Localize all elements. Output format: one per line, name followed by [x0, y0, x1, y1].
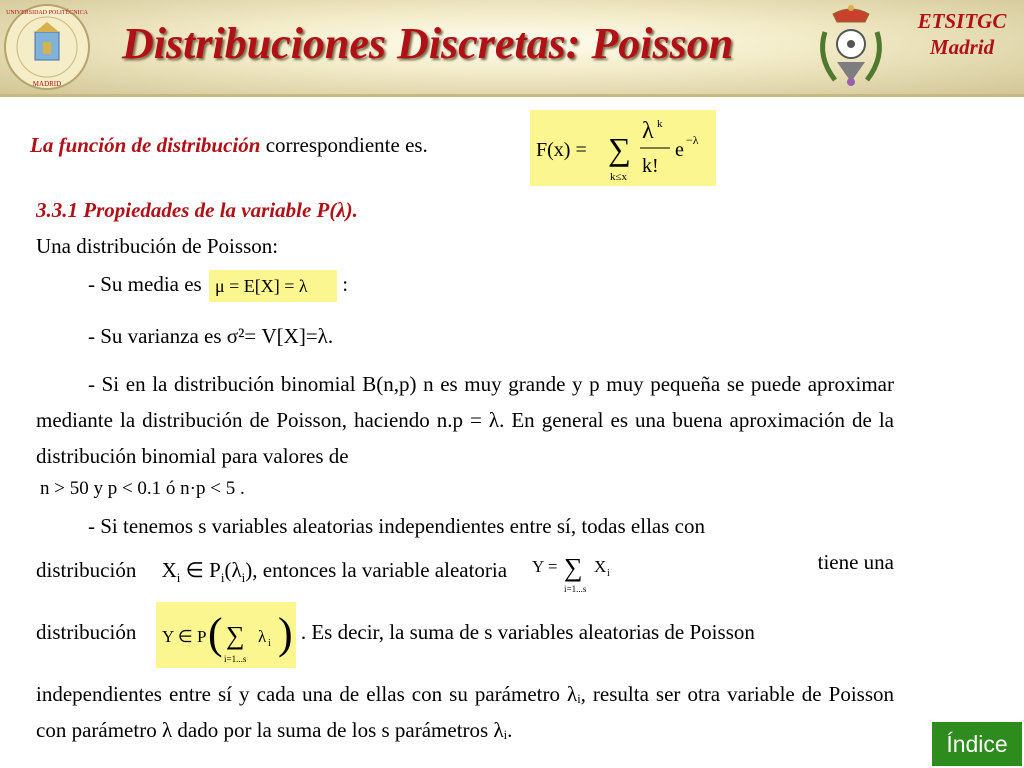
- xi-formula: $X_i$ ∈ $P_i(\lambda_i)$: [161, 557, 253, 585]
- then-text: , entonces la variable aleatoria: [252, 557, 508, 582]
- svg-text:i: i: [267, 638, 271, 649]
- dist-label-2: distribución: [36, 620, 137, 644]
- school-crest-icon: [813, 2, 889, 90]
- svg-text:∑: ∑: [225, 621, 245, 650]
- svg-text:F(x) =: F(x) =: [536, 139, 587, 161]
- section-title: 3.3.1 Propiedades de la variable P(λ).: [36, 198, 358, 222]
- svg-text:(: (: [207, 609, 223, 658]
- intro-line: [30, 133, 428, 158]
- svg-text:−λ: −λ: [686, 133, 699, 147]
- svg-text:k!: k!: [642, 155, 659, 177]
- org-name: ETSITGC: [917, 9, 1007, 33]
- index-button[interactable]: Índice: [932, 722, 1022, 766]
- sum-paragraph-line2: [36, 550, 894, 594]
- svg-text:Y =: Y =: [532, 557, 558, 576]
- variance-formula: σ²= V[X]=λ.: [226, 324, 334, 348]
- header-divider: [0, 94, 1024, 97]
- svg-text:): ): [277, 609, 293, 658]
- header-banner: [0, 0, 1024, 94]
- svg-text:λ: λ: [642, 118, 654, 144]
- final-paragraph: independientes entre sí y cada una de ellas con su parámetro λᵢ, resulta ser otra variable de Poisson con parámetro λ dado por la suma de los s parámetros λᵢ.: [36, 682, 894, 742]
- svg-text:∑: ∑: [564, 553, 583, 582]
- dist-label: distribución: [36, 557, 137, 582]
- page-title: Distribuciones Discretas: Poisson: [122, 19, 734, 68]
- svg-text:Y ∈ P: Y ∈ P: [161, 627, 206, 646]
- y-poisson-formula: [156, 602, 296, 668]
- svg-text:i=1...s: i=1...s: [223, 654, 246, 664]
- sum-paragraph-line3: [36, 602, 755, 668]
- mean-line: [88, 270, 348, 302]
- svg-text:MADRID: MADRID: [32, 80, 62, 88]
- svg-text:k≤x: k≤x: [610, 171, 628, 183]
- binomial-paragraph: - Si en la distribución binomial B(n,p) n es muy grande y p muy pequeña se puede aproximar mediante la distribución de Poisson, haciendo n.p = λ. En general es una buena aproximación de la distribución binomial para valores de: [36, 372, 894, 468]
- mean-end: :: [342, 271, 349, 296]
- svg-text:k: k: [657, 118, 663, 130]
- cdf-formula: [530, 110, 716, 186]
- intro-text: correspondiente es.: [260, 133, 428, 157]
- intro-emphasis: La función de distribución: [30, 133, 261, 157]
- mean-formula: [209, 270, 337, 302]
- sum-explanation: . Es decir, la suma de s variables aleatorias de Poisson: [300, 620, 755, 644]
- has-text: tiene una: [817, 550, 894, 574]
- y-sum-formula: [530, 550, 626, 594]
- text-line: Una distribución de Poisson:: [36, 234, 279, 258]
- svg-text:i=1...s: i=1...s: [564, 584, 587, 594]
- svg-text:UNIVERSIDAD POLITÉCNICA: UNIVERSIDAD POLITÉCNICA: [6, 10, 88, 16]
- svg-text:μ = E[X] = λ: μ = E[X] = λ: [214, 276, 308, 296]
- university-seal-icon: [2, 2, 92, 92]
- svg-text:λ: λ: [257, 627, 266, 646]
- svg-text:i: i: [607, 568, 611, 579]
- org-city: Madrid: [929, 35, 995, 59]
- variance-label: - Su varianza es: [88, 324, 222, 348]
- condition-formula: n > 50 y p < 0.1 ó n·p < 5 .: [40, 478, 245, 499]
- sum-paragraph-line1: - Si tenemos s variables aleatorias independientes entre sí, todas ellas con: [88, 514, 705, 538]
- svg-text:∑: ∑: [608, 131, 631, 167]
- svg-text:e: e: [675, 139, 684, 161]
- svg-text:X: X: [594, 557, 607, 576]
- mean-label: - Su media es: [88, 271, 202, 296]
- org-label: [912, 8, 1012, 60]
- variance-line: [88, 324, 333, 349]
